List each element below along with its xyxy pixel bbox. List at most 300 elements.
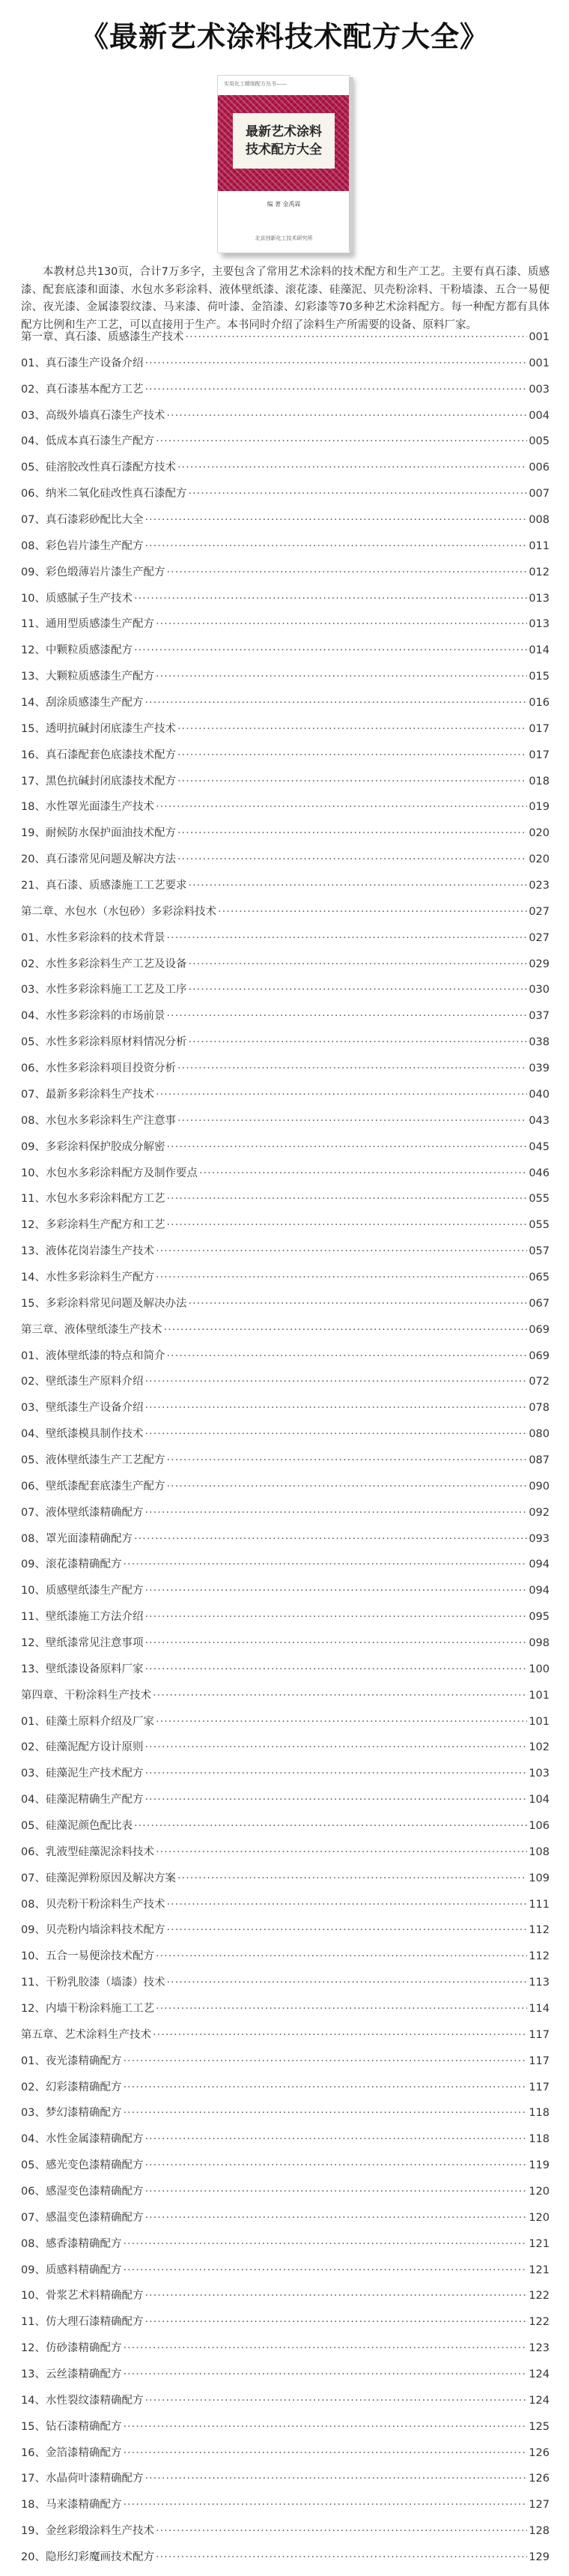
cover-publisher: 北京创新化工技术研究所 <box>255 235 313 241</box>
toc-entry-label: 15、钻石漆精确配方 <box>21 2420 122 2433</box>
toc-entry-page: 121 <box>529 2237 550 2250</box>
toc-leader-dots <box>156 1949 527 1964</box>
toc-entry-page: 007 <box>529 488 550 501</box>
toc-entry-page: 126 <box>529 2446 550 2459</box>
toc-entry-page: 029 <box>529 958 550 970</box>
toc-entry-label: 14、刮涂质感漆生产配方 <box>21 697 144 710</box>
toc-leader-dots <box>144 2393 527 2408</box>
toc-row <box>21 982 550 997</box>
toc-leader-dots <box>144 356 527 371</box>
toc-row <box>21 931 550 946</box>
toc-row <box>21 904 550 919</box>
toc-row <box>21 1714 550 1729</box>
toc-leader-dots <box>144 1740 527 1755</box>
toc-entry-page: 120 <box>529 2186 550 2198</box>
toc-row <box>21 1818 550 1833</box>
toc-leader-dots <box>188 957 527 972</box>
toc-leader-dots <box>156 1087 527 1102</box>
toc-leader-dots <box>188 486 527 501</box>
toc-entry-label: 02、幻彩漆精确配方 <box>21 2081 122 2093</box>
toc-entry-page: 017 <box>529 722 550 735</box>
toc-row <box>21 1505 550 1520</box>
toc-entry-page: 120 <box>529 2211 550 2224</box>
toc-entry-label: 10、骨浆艺术料精确配方 <box>21 2290 144 2303</box>
toc-entry-page: 067 <box>529 1297 550 1310</box>
toc-entry-label: 12、中颗粒质感漆配方 <box>21 644 133 657</box>
toc-entry-page: 102 <box>529 1741 550 1754</box>
toc-row <box>21 957 550 972</box>
toc-entry-label: 13、壁纸漆设备原料厂家 <box>21 1663 144 1675</box>
toc-entry-label: 16、真石漆配套色底漆技术配方 <box>21 749 176 761</box>
toc-row <box>21 356 550 371</box>
toc-leader-dots <box>156 799 527 814</box>
toc-entry-label: 02、壁纸漆生产原料介绍 <box>21 1376 144 1388</box>
toc-row <box>21 2524 550 2539</box>
toc-entry-page: 129 <box>529 2551 550 2564</box>
toc-entry-page: 057 <box>529 1245 550 1258</box>
book-cover <box>217 75 359 255</box>
toc-entry-label: 13、云丝漆精确配方 <box>21 2368 122 2381</box>
toc-row <box>21 1662 550 1677</box>
toc-leader-dots <box>177 826 527 841</box>
toc-entry-label: 12、内墙干粉涂料施工工艺 <box>21 2003 154 2015</box>
toc-leader-dots <box>166 1479 527 1494</box>
toc-entry-label: 05、硅溶胶改性真石漆配方技术 <box>21 462 176 474</box>
toc-entry-label: 13、液体花岗岩漆生产技术 <box>21 1245 154 1258</box>
toc-entry-label: 08、彩色岩片漆生产配方 <box>21 539 144 552</box>
toc-entry-label: 01、真石漆生产设备介绍 <box>21 357 144 369</box>
toc-entry-page: 065 <box>529 1271 550 1284</box>
toc-entry-page: 012 <box>529 566 550 578</box>
toc-entry-label: 02、真石漆基本配方工艺 <box>21 383 144 396</box>
toc-entry-label: 14、水性裂纹漆精确配方 <box>21 2394 144 2407</box>
cover-title-line-1: 最新艺术涂料 <box>246 124 322 139</box>
toc-entry-page: 118 <box>529 2107 550 2120</box>
toc-leader-dots <box>144 1766 527 1781</box>
toc-leader-dots <box>188 1296 527 1311</box>
toc-row <box>21 643 550 658</box>
toc-leader-dots <box>123 2497 527 2512</box>
toc-leader-dots <box>166 1897 527 1912</box>
toc-entry-page: 122 <box>529 2316 550 2329</box>
toc-row <box>21 486 550 501</box>
toc-entry-label: 08、感香漆精确配方 <box>21 2237 122 2250</box>
toc-entry-label: 第三章、液体壁纸漆生产技术 <box>21 1323 162 1336</box>
toc-entry-label: 15、多彩涂料常见问题及解决办法 <box>21 1297 187 1310</box>
toc-entry-page: 101 <box>529 1715 550 1728</box>
toc-row <box>21 722 550 737</box>
toc-entry-page: 124 <box>529 2368 550 2381</box>
toc-leader-dots <box>144 2315 527 2329</box>
toc-entry-page: 069 <box>529 1349 550 1362</box>
toc-entry-page: 008 <box>529 514 550 527</box>
toc-entry-label: 09、质感料精确配方 <box>21 2264 122 2276</box>
toc-row <box>21 513 550 527</box>
toc-entry-page: 100 <box>529 1663 550 1675</box>
toc-entry-page: 072 <box>529 1376 550 1388</box>
toc-leader-dots <box>156 1714 527 1729</box>
toc-leader-dots <box>123 2054 527 2069</box>
toc-entry-page: 055 <box>529 1219 550 1232</box>
toc-entry-label: 16、金箔漆精确配方 <box>21 2446 122 2459</box>
toc-entry-label: 06、壁纸漆配套底漆生产配方 <box>21 1480 165 1493</box>
toc-leader-dots <box>123 2446 527 2461</box>
toc-entry-label: 第二章、水包水（水包砂）多彩涂料技术 <box>21 905 216 918</box>
toc-entry-label: 11、水包水多彩涂料配方工艺 <box>21 1193 165 1206</box>
toc-row <box>21 434 550 449</box>
toc-entry-label: 03、梦幻漆精确配方 <box>21 2107 122 2120</box>
toc-entry-label: 第四章、干粉涂料生产技术 <box>21 1689 151 1702</box>
toc-row <box>21 878 550 893</box>
toc-entry-label: 13、大颗粒质感漆生产配方 <box>21 671 154 683</box>
toc-leader-dots <box>144 2471 527 2486</box>
toc-entry-page: 109 <box>529 1872 550 1884</box>
toc-entry-label: 01、硅藻土原料介绍及厂家 <box>21 1715 154 1728</box>
toc-entry-page: 014 <box>529 644 550 657</box>
toc-entry-page: 078 <box>529 1402 550 1415</box>
toc-leader-dots <box>156 2524 527 2539</box>
toc-entry-page: 030 <box>529 984 550 997</box>
toc-leader-dots <box>123 2419 527 2434</box>
toc-row <box>21 2184 550 2199</box>
toc-row <box>21 774 550 789</box>
toc-entry-page: 112 <box>529 1950 550 1963</box>
toc-leader-dots <box>123 2237 527 2252</box>
toc-entry-label: 01、液体壁纸漆的特点和简介 <box>21 1349 165 1362</box>
toc-leader-dots <box>188 1035 527 1050</box>
toc-row <box>21 565 550 580</box>
toc-entry-label: 20、隐形幻彩魔画技术配方 <box>21 2551 154 2564</box>
toc-entry-page: 090 <box>529 1480 550 1493</box>
toc-row <box>21 2393 550 2408</box>
toc-row <box>21 1191 550 1206</box>
toc-row <box>21 408 550 423</box>
cover-series: 实用化工精细配方丛书—— <box>224 81 287 87</box>
toc-leader-dots <box>156 617 527 632</box>
toc-row <box>21 1009 550 1024</box>
toc-leader-dots <box>144 1609 527 1624</box>
toc-entry-page: 125 <box>529 2420 550 2433</box>
toc-entry-page: 080 <box>529 1428 550 1441</box>
toc-entry-page: 016 <box>529 697 550 710</box>
page-title: 《最新艺术涂料技术配方大全》 <box>79 19 489 53</box>
toc-row <box>21 1897 550 1912</box>
toc-entry-label: 11、仿大理石漆精确配方 <box>21 2316 144 2329</box>
toc-leader-dots <box>166 1140 527 1155</box>
toc-entry-page: 046 <box>529 1167 550 1179</box>
toc-entry-page: 040 <box>529 1088 550 1101</box>
toc-row <box>21 2158 550 2173</box>
toc-row <box>21 1557 550 1572</box>
toc-entry-page: 111 <box>529 1898 550 1911</box>
toc-entry-label: 18、水性罩光面漆生产技术 <box>21 801 154 814</box>
toc-leader-dots <box>123 1557 527 1572</box>
toc-entry-page: 027 <box>529 931 550 944</box>
toc-entry-label: 03、硅藻泥生产技术配方 <box>21 1768 144 1780</box>
toc-entry-page: 003 <box>529 383 550 396</box>
toc-entry-label: 10、质感壁纸漆生产配方 <box>21 1585 144 1597</box>
toc-row <box>21 1374 550 1389</box>
toc-leader-dots <box>123 2263 527 2278</box>
toc-leader-dots <box>144 1374 527 1389</box>
toc-entry-page: 018 <box>529 775 550 787</box>
toc-entry-label: 07、硅藻泥弹粉原因及解决方案 <box>21 1872 176 1884</box>
toc-leader-dots <box>177 1061 527 1076</box>
toc-entry-page: 104 <box>529 1794 550 1806</box>
toc-entry-label: 12、壁纸漆常见注意事项 <box>21 1636 144 1649</box>
toc-entry-page: 019 <box>529 801 550 814</box>
toc-entry-label: 04、水性多彩涂料的市场前景 <box>21 1010 165 1023</box>
toc-entry-label: 05、水性多彩涂料原材料情况分析 <box>21 1036 187 1049</box>
toc-leader-dots <box>177 774 527 789</box>
toc-entry-page: 094 <box>529 1585 550 1597</box>
toc-leader-dots <box>144 1662 527 1677</box>
toc-row <box>21 1296 550 1311</box>
toc-entry-label: 07、液体壁纸漆精确配方 <box>21 1506 144 1519</box>
toc-row <box>21 2105 550 2120</box>
toc-entry-label: 09、贝壳粉内墙涂料技术配方 <box>21 1924 165 1937</box>
toc-entry-page: 123 <box>529 2342 550 2355</box>
toc-entry-label: 02、硅藻泥配方设计原则 <box>21 1741 144 1754</box>
toc-leader-dots <box>123 2367 527 2382</box>
toc-row <box>21 1636 550 1651</box>
toc-entry-label: 第一章、真石漆、质感漆生产技术 <box>21 331 184 343</box>
cover-editor: 编 著 金禹霖 <box>267 201 301 208</box>
toc-entry-page: 098 <box>529 1636 550 1649</box>
toc-row <box>21 2367 550 2382</box>
toc-leader-dots <box>166 1923 527 1938</box>
toc-entry-page: 017 <box>529 749 550 761</box>
toc-leader-dots <box>156 669 527 684</box>
toc-entry-label: 01、水性多彩涂料的技术背景 <box>21 931 165 944</box>
toc-row <box>21 799 550 814</box>
toc-entry-page: 013 <box>529 618 550 631</box>
toc-leader-dots <box>199 1166 527 1181</box>
toc-entry-label: 19、耐候防水保护面油技术配方 <box>21 827 176 840</box>
toc-leader-dots <box>123 2341 527 2356</box>
cover-spine <box>349 77 353 252</box>
toc-entry-label: 11、干粉乳胶漆（墙漆）技术 <box>21 1977 165 1989</box>
toc-row <box>21 2446 550 2461</box>
toc-entry-label: 20、真石漆常见问题及解决方法 <box>21 853 176 866</box>
toc-row <box>21 695 550 710</box>
toc-entry-label: 05、硅藻泥颜色配比表 <box>21 1819 133 1832</box>
toc-row <box>21 2315 550 2329</box>
toc-leader-dots <box>123 2105 527 2120</box>
toc-entry-label: 06、纳米二氧化硅改性真石漆配方 <box>21 488 187 501</box>
toc-row <box>21 2341 550 2356</box>
toc-leader-dots <box>166 1009 527 1024</box>
toc-row <box>21 852 550 867</box>
toc-entry-page: 094 <box>529 1558 550 1571</box>
toc-entry-label: 11、通用型质感漆生产配方 <box>21 618 154 631</box>
toc-row <box>21 1845 550 1860</box>
toc-row <box>21 1270 550 1285</box>
toc-entry-label: 04、硅藻泥精确生产配方 <box>21 1794 144 1806</box>
toc-row <box>21 1688 550 1703</box>
toc-entry-label: 第五章、艺术涂料生产技术 <box>21 2028 151 2041</box>
toc-leader-dots <box>177 722 527 737</box>
toc-leader-dots <box>134 591 527 606</box>
toc-entry-label: 12、多彩涂料生产配方和工艺 <box>21 1219 165 1232</box>
toc-entry-page: 117 <box>529 2028 550 2041</box>
toc-row <box>21 2028 550 2043</box>
toc-leader-dots <box>166 1453 527 1468</box>
toc-entry-page: 114 <box>529 2003 550 2015</box>
toc-entry-page: 043 <box>529 1114 550 1127</box>
toc-leader-dots <box>153 1688 527 1703</box>
toc-leader-dots <box>156 2001 527 2016</box>
toc-entry-label: 21、真石漆、质感漆施工工艺要求 <box>21 880 187 892</box>
toc-entry-label: 09、滚花漆精确配方 <box>21 1558 122 1571</box>
toc-entry-label: 19、金丝彩缎涂料生产技术 <box>21 2525 154 2538</box>
toc-entry-page: 011 <box>529 539 550 552</box>
intro-paragraph: 本教材总共130页，合计7万多字，主要包含了常用艺术涂料的技术配方和生产工艺。主要有真石漆、质感漆、配套底漆和面漆、水包水多彩涂料、液体壁纸漆、滚花漆、硅藻泥、贝壳粉涂料、干粉墙漆、五合一易便涂、夜光漆、金属漆裂纹漆、马来漆、荷叶漆、金箔漆、幻彩漆等70多种艺术涂料配方。每一种配方都有具体配方比例和生产工艺，可以直接用于生产。本书同时介绍了涂料生产所需要的设备、原料厂家。 <box>21 266 550 331</box>
toc-entry-label: 05、液体壁纸漆生产工艺配方 <box>21 1454 165 1466</box>
toc-leader-dots <box>156 2550 527 2565</box>
toc-leader-dots <box>134 643 527 658</box>
toc-leader-dots <box>218 904 527 919</box>
toc-row <box>21 1975 550 1990</box>
toc-leader-dots <box>177 852 527 867</box>
toc-entry-page: 119 <box>529 2159 550 2172</box>
toc-entry-label: 03、高级外墙真石漆生产技术 <box>21 409 165 422</box>
toc-entry-page: 004 <box>529 409 550 422</box>
table-of-contents <box>21 330 550 2566</box>
toc-row <box>21 591 550 606</box>
toc-leader-dots <box>144 2184 527 2199</box>
toc-leader-dots <box>156 434 527 449</box>
toc-entry-label: 10、质感腻子生产技术 <box>21 592 133 605</box>
toc-entry-page: 001 <box>529 357 550 369</box>
toc-row <box>21 1766 550 1781</box>
toc-entry-page: 020 <box>529 827 550 840</box>
toc-entry-page: 118 <box>529 2133 550 2146</box>
toc-entry-label: 18、马来漆精确配方 <box>21 2499 122 2512</box>
toc-entry-label: 12、仿砂漆精确配方 <box>21 2342 122 2355</box>
toc-entry-label: 11、壁纸漆施工方法介绍 <box>21 1611 144 1624</box>
toc-row <box>21 1113 550 1128</box>
toc-row <box>21 382 550 397</box>
toc-leader-dots <box>166 1975 527 1990</box>
toc-row <box>21 1792 550 1807</box>
toc-row <box>21 1349 550 1364</box>
toc-entry-page: 006 <box>529 462 550 474</box>
toc-row <box>21 1244 550 1259</box>
toc-entry-label: 06、乳液型硅藻泥涂料技术 <box>21 1845 154 1858</box>
toc-entry-label: 08、水包水多彩涂料生产注意事 <box>21 1114 176 1127</box>
toc-leader-dots <box>144 382 527 397</box>
toc-entry-page: 093 <box>529 1532 550 1545</box>
toc-entry-label: 09、彩色缎薄岩片漆生产配方 <box>21 566 165 578</box>
toc-entry-label: 03、水性多彩涂料施工工艺及工序 <box>21 984 187 997</box>
toc-leader-dots <box>144 2210 527 2225</box>
toc-entry-page: 037 <box>529 1010 550 1023</box>
toc-entry-label: 07、真石漆彩砂配比大全 <box>21 514 144 527</box>
toc-leader-dots <box>144 2158 527 2173</box>
toc-entry-label: 06、水性多彩涂料项目投资分析 <box>21 1062 176 1075</box>
toc-row <box>21 2001 550 2016</box>
toc-leader-dots <box>164 1322 528 1337</box>
toc-leader-dots <box>177 1113 527 1128</box>
toc-row <box>21 539 550 554</box>
toc-row <box>21 1218 550 1233</box>
toc-entry-page: 005 <box>529 435 550 448</box>
toc-leader-dots <box>144 1583 527 1598</box>
toc-entry-page: 001 <box>529 331 550 343</box>
toc-row <box>21 1740 550 1755</box>
toc-entry-label: 14、水性多彩涂料生产配方 <box>21 1271 154 1284</box>
toc-entry-label: 02、水性多彩涂料生产工艺及设备 <box>21 958 187 970</box>
toc-row <box>21 1087 550 1102</box>
toc-leader-dots <box>166 1191 527 1206</box>
toc-entry-page: 121 <box>529 2264 550 2276</box>
toc-entry-page: 069 <box>529 1323 550 1336</box>
toc-entry-page: 103 <box>529 1768 550 1780</box>
toc-row <box>21 330 550 345</box>
toc-leader-dots <box>156 1845 527 1860</box>
toc-entry-label: 17、水晶荷叶漆精确配方 <box>21 2473 144 2485</box>
toc-leader-dots <box>144 695 527 710</box>
toc-leader-dots <box>166 565 527 580</box>
toc-row <box>21 617 550 632</box>
toc-entry-page: 106 <box>529 1819 550 1832</box>
toc-leader-dots <box>166 931 527 946</box>
toc-entry-page: 101 <box>529 1689 550 1702</box>
toc-entry-page: 013 <box>529 592 550 605</box>
toc-entry-label: 09、多彩涂料保护胶成分解密 <box>21 1140 165 1153</box>
toc-leader-dots <box>144 1636 527 1651</box>
toc-row <box>21 2550 550 2565</box>
toc-row <box>21 1949 550 1964</box>
toc-leader-dots <box>166 408 527 423</box>
toc-entry-page: 127 <box>529 2499 550 2512</box>
toc-row <box>21 2497 550 2512</box>
toc-entry-page: 095 <box>529 1611 550 1624</box>
toc-leader-dots <box>188 982 527 997</box>
toc-leader-dots <box>144 539 527 554</box>
toc-entry-label: 04、水性金属漆精确配方 <box>21 2133 144 2146</box>
toc-row <box>21 1532 550 1546</box>
toc-row <box>21 2054 550 2069</box>
toc-row <box>21 1166 550 1181</box>
toc-row <box>21 1400 550 1415</box>
toc-leader-dots <box>186 330 528 345</box>
toc-entry-label: 10、五合一易便涂技术配方 <box>21 1950 154 1963</box>
toc-row <box>21 2210 550 2225</box>
toc-entry-label: 10、水包水多彩涂料配方及制作要点 <box>21 1167 198 1179</box>
toc-entry-page: 045 <box>529 1140 550 1153</box>
toc-row <box>21 1427 550 1442</box>
toc-row <box>21 826 550 841</box>
toc-entry-label: 08、贝壳粉干粉涂料生产技术 <box>21 1898 165 1911</box>
toc-leader-dots <box>166 1349 527 1364</box>
toc-row <box>21 1609 550 1624</box>
toc-entry-page: 023 <box>529 880 550 892</box>
toc-entry-page: 027 <box>529 905 550 918</box>
toc-leader-dots <box>166 1218 527 1233</box>
toc-leader-dots <box>177 1871 527 1886</box>
toc-leader-dots <box>144 2132 527 2147</box>
toc-row <box>21 1871 550 1886</box>
toc-entry-page: 128 <box>529 2525 550 2538</box>
toc-row <box>21 1453 550 1468</box>
toc-entry-label: 04、低成本真石漆生产配方 <box>21 435 154 448</box>
toc-row <box>21 2132 550 2147</box>
toc-leader-dots <box>156 1270 527 1285</box>
toc-entry-page: 039 <box>529 1062 550 1075</box>
toc-row <box>21 2419 550 2434</box>
